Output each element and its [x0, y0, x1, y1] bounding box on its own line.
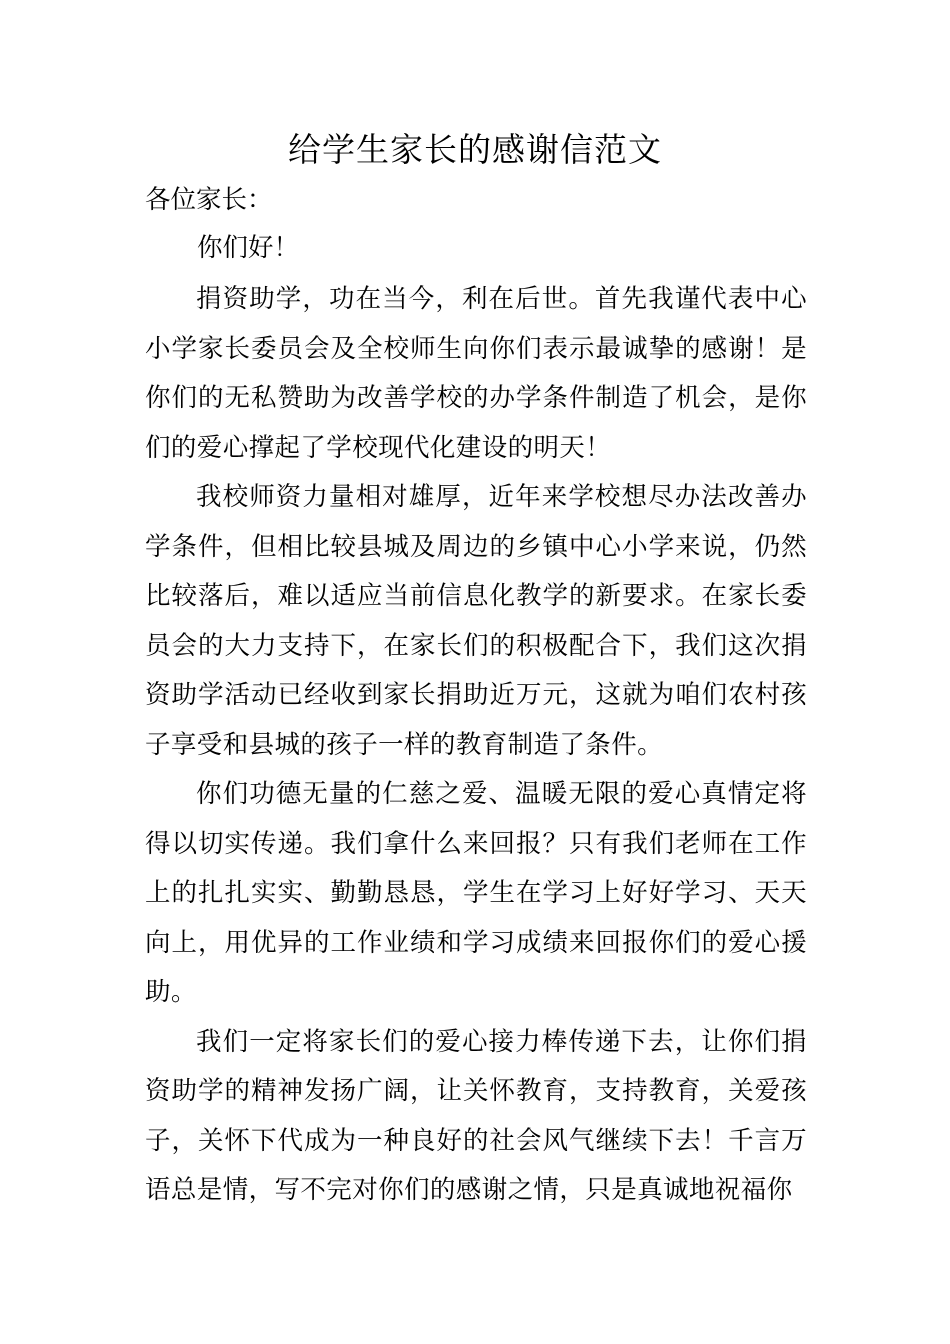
paragraph: 你们功德无量的仁慈之爱、温暖无限的爱心真情定将得以切实传递。我们拿什么来回报？只有我们老师在工作上的扎扎实实、勤勤恳恳，学生在学习上好好学习、天天向上，用优异的工作业绩和学习成绩来回报你们的爱心援助。 [145, 779, 807, 1007]
letter-body [145, 275, 807, 1216]
paragraph: 捐资助学，功在当今，利在后世。首先我谨代表中心小学家长委员会及全校师生向你们表示最诚挚的感谢！是你们的无私赞助为改善学校的办学条件制造了机会，是你们的爱心撑起了学校现代化建设的明天！ [145, 284, 807, 463]
salutation: 各位家长： [145, 185, 273, 215]
document-title: 给学生家长的感谢信范文 [288, 130, 662, 169]
greeting: 你们好！ [197, 233, 300, 263]
paragraph: 我们一定将家长们的爱心接力棒传递下去，让你们捐资助学的精神发扬广阔，让关怀教育，支持教育，关爱孩子，关怀下代成为一种良好的社会风气继续下去！千言万语总是情，写不完对你们的感谢之情，只是真诚地祝福你 [145, 1026, 807, 1205]
paragraph: 我校师资力量相对雄厚，近年来学校想尽办法改善办学条件，但相比较县城及周边的乡镇中心小学来说，仍然比较落后，难以适应当前信息化教学的新要求。在家长委员会的大力支持下，在家长们的积极配合下，我们这次捐资助学活动已经收到家长捐助近万元，这就为咱们农村孩子享受和县城的孩子一样的教育制造了条件。 [145, 482, 807, 760]
